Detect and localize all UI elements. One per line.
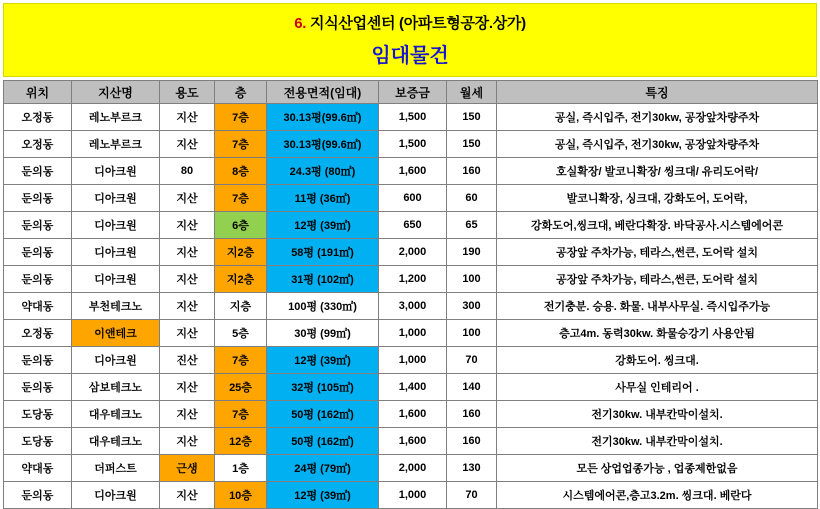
cell-feature: 호실확장/ 발코니확장/ 씽크대/ 유리도어락/: [497, 158, 818, 185]
cell-floor: 7층: [215, 131, 267, 158]
cell-floor: 10층: [215, 482, 267, 509]
cell-area: 12평 (39㎡): [267, 482, 379, 509]
table-row[interactable]: [4, 293, 818, 320]
cell-feature: 전기30kw. 내부칸막이설치.: [497, 401, 818, 428]
table-row[interactable]: [4, 347, 818, 374]
column-header-name: 지산명: [72, 81, 160, 104]
cell-name: 레노부르크: [72, 131, 160, 158]
cell-deposit: 1,000: [379, 320, 447, 347]
cell-deposit: 1,000: [379, 482, 447, 509]
cell-use: 지산: [160, 266, 215, 293]
cell-location: 오정동: [4, 131, 72, 158]
cell-location: 약대동: [4, 293, 72, 320]
cell-rent: 100: [447, 266, 497, 293]
cell-use: 지산: [160, 212, 215, 239]
cell-use: 진산: [160, 347, 215, 374]
cell-deposit: 1,000: [379, 347, 447, 374]
cell-location: 둔의동: [4, 266, 72, 293]
cell-name: 이앤테크: [72, 320, 160, 347]
cell-feature: 발코니확장, 싱크대, 강화도어, 도어락,: [497, 185, 818, 212]
table-row[interactable]: [4, 401, 818, 428]
table-row[interactable]: [4, 482, 818, 509]
cell-feature: 강화도어. 씽크대.: [497, 347, 818, 374]
cell-deposit: 1,600: [379, 158, 447, 185]
cell-deposit: 1,600: [379, 401, 447, 428]
column-header-deposit: 보증금: [379, 81, 447, 104]
cell-rent: 150: [447, 131, 497, 158]
cell-use: 지산: [160, 131, 215, 158]
cell-name: 디아크원: [72, 347, 160, 374]
cell-rent: 60: [447, 185, 497, 212]
cell-area: 30.13평(99.6㎡): [267, 104, 379, 131]
cell-rent: 140: [447, 374, 497, 401]
cell-feature: 공장앞 주차가능, 테라스,썬큰, 도어락 설치: [497, 266, 818, 293]
banner-number: 6.: [294, 15, 307, 32]
cell-deposit: 2,000: [379, 455, 447, 482]
cell-feature: 공실, 즉시입주, 전기30kw, 공장앞차량주차: [497, 104, 818, 131]
cell-deposit: 1,200: [379, 266, 447, 293]
cell-location: 둔의동: [4, 239, 72, 266]
cell-use: 지산: [160, 320, 215, 347]
cell-area: 12평 (39㎡): [267, 212, 379, 239]
cell-rent: 160: [447, 401, 497, 428]
cell-floor: 1층: [215, 455, 267, 482]
cell-use: 지산: [160, 374, 215, 401]
cell-use: 지산: [160, 104, 215, 131]
cell-deposit: 2,000: [379, 239, 447, 266]
table-row[interactable]: [4, 158, 818, 185]
cell-name: 대우테크노: [72, 428, 160, 455]
cell-area: 32평 (105㎡): [267, 374, 379, 401]
cell-location: 둔의동: [4, 158, 72, 185]
cell-deposit: 1,500: [379, 131, 447, 158]
cell-area: 50평 (162㎡): [267, 428, 379, 455]
cell-use: 80: [160, 158, 215, 185]
cell-rent: 70: [447, 347, 497, 374]
page-title: 임대물건: [371, 45, 449, 67]
column-header-use: 용도: [160, 81, 215, 104]
cell-use: 지산: [160, 482, 215, 509]
cell-area: 58평 (191㎡): [267, 239, 379, 266]
cell-name: 디아크원: [72, 158, 160, 185]
cell-rent: 190: [447, 239, 497, 266]
cell-location: 도당동: [4, 428, 72, 455]
listing-table: [3, 80, 818, 509]
column-header-area: 전용면적(임대): [267, 81, 379, 104]
cell-name: 디아크원: [72, 239, 160, 266]
table-row[interactable]: [4, 239, 818, 266]
cell-name: 디아크원: [72, 266, 160, 293]
table-body: [4, 104, 818, 509]
cell-name: 디아크원: [72, 212, 160, 239]
cell-location: 둔의동: [4, 185, 72, 212]
table-header-row: [4, 81, 818, 104]
cell-area: 24.3평 (80㎡): [267, 158, 379, 185]
cell-deposit: 3,000: [379, 293, 447, 320]
cell-use: 지산: [160, 185, 215, 212]
cell-rent: 130: [447, 455, 497, 482]
cell-deposit: 1,500: [379, 104, 447, 131]
cell-location: 약대동: [4, 455, 72, 482]
cell-location: 둔의동: [4, 212, 72, 239]
cell-floor: 6층: [215, 212, 267, 239]
cell-feature: 시스템에어콘,층고3.2m. 씽크대. 베란다: [497, 482, 818, 509]
cell-rent: 65: [447, 212, 497, 239]
cell-rent: 160: [447, 428, 497, 455]
cell-area: 30평 (99㎡): [267, 320, 379, 347]
cell-floor: 12층: [215, 428, 267, 455]
cell-area: 100평 (330㎡): [267, 293, 379, 320]
cell-name: 대우테크노: [72, 401, 160, 428]
cell-floor: 지층: [215, 293, 267, 320]
table-row[interactable]: [4, 104, 818, 131]
cell-use: 근생: [160, 455, 215, 482]
cell-floor: 8층: [215, 158, 267, 185]
cell-feature: 전기30kw. 내부칸막이설치.: [497, 428, 818, 455]
table-row[interactable]: [4, 185, 818, 212]
cell-floor: 7층: [215, 104, 267, 131]
banner-subtitle-text: 지식산업센터 (아파트형공장.상가): [310, 15, 526, 32]
cell-location: 둔의동: [4, 347, 72, 374]
banner-subtitle: [294, 12, 526, 33]
page-banner: [3, 3, 817, 77]
cell-floor: 7층: [215, 401, 267, 428]
cell-feature: 강화도어,씽크대, 베란다확장. 바닥공사.시스템에어콘: [497, 212, 818, 239]
cell-rent: 300: [447, 293, 497, 320]
cell-area: 50평 (162㎡): [267, 401, 379, 428]
cell-use: 지산: [160, 401, 215, 428]
cell-rent: 160: [447, 158, 497, 185]
column-header-feature: 특징: [497, 81, 818, 104]
table-row[interactable]: [4, 266, 818, 293]
cell-floor: 7층: [215, 185, 267, 212]
cell-rent: 70: [447, 482, 497, 509]
cell-floor: 25층: [215, 374, 267, 401]
cell-floor: 지2층: [215, 266, 267, 293]
cell-location: 오정동: [4, 104, 72, 131]
cell-feature: 전기충분. 승용. 화물. 내부사무실. 즉시입주가능: [497, 293, 818, 320]
listing-page: [0, 3, 820, 502]
table-row[interactable]: [4, 212, 818, 239]
column-header-rent: 월세: [447, 81, 497, 104]
cell-feature: 공실, 즉시입주, 전기30kw, 공장앞차량주차: [497, 131, 818, 158]
cell-area: 11평 (36㎡): [267, 185, 379, 212]
cell-feature: 공장앞 주차가능, 테라스,썬큰, 도어락 설치: [497, 239, 818, 266]
cell-feature: 모든 상업업종가능 , 업종제한없음: [497, 455, 818, 482]
cell-rent: 150: [447, 104, 497, 131]
cell-deposit: 650: [379, 212, 447, 239]
cell-floor: 5층: [215, 320, 267, 347]
cell-location: 둔의동: [4, 482, 72, 509]
column-header-location: 위치: [4, 81, 72, 104]
table-row[interactable]: [4, 131, 818, 158]
cell-floor: 지2층: [215, 239, 267, 266]
cell-area: 30.13평(99.6㎡): [267, 131, 379, 158]
cell-location: 오정동: [4, 320, 72, 347]
cell-rent: 100: [447, 320, 497, 347]
cell-name: 디아크원: [72, 482, 160, 509]
column-header-floor: 층: [215, 81, 267, 104]
table-row[interactable]: [4, 320, 818, 347]
cell-area: 24평 (79㎡): [267, 455, 379, 482]
cell-use: 지산: [160, 239, 215, 266]
cell-deposit: 1,600: [379, 428, 447, 455]
cell-name: 디아크원: [72, 185, 160, 212]
cell-name: 삼보테크노: [72, 374, 160, 401]
cell-feature: 층고4m. 동력30kw. 화물승강기 사용안됨: [497, 320, 818, 347]
cell-name: 더퍼스트: [72, 455, 160, 482]
cell-deposit: 1,400: [379, 374, 447, 401]
cell-floor: 7층: [215, 347, 267, 374]
table-row[interactable]: [4, 374, 818, 401]
cell-area: 31평 (102㎡): [267, 266, 379, 293]
cell-deposit: 600: [379, 185, 447, 212]
cell-location: 도당동: [4, 401, 72, 428]
cell-feature: 사무실 인테리어 .: [497, 374, 818, 401]
cell-name: 부천테크노: [72, 293, 160, 320]
cell-use: 지산: [160, 428, 215, 455]
cell-name: 레노부르크: [72, 104, 160, 131]
cell-area: 12평 (39㎡): [267, 347, 379, 374]
table-row[interactable]: [4, 455, 818, 482]
cell-location: 둔의동: [4, 374, 72, 401]
table-row[interactable]: [4, 428, 818, 455]
cell-use: 지산: [160, 293, 215, 320]
